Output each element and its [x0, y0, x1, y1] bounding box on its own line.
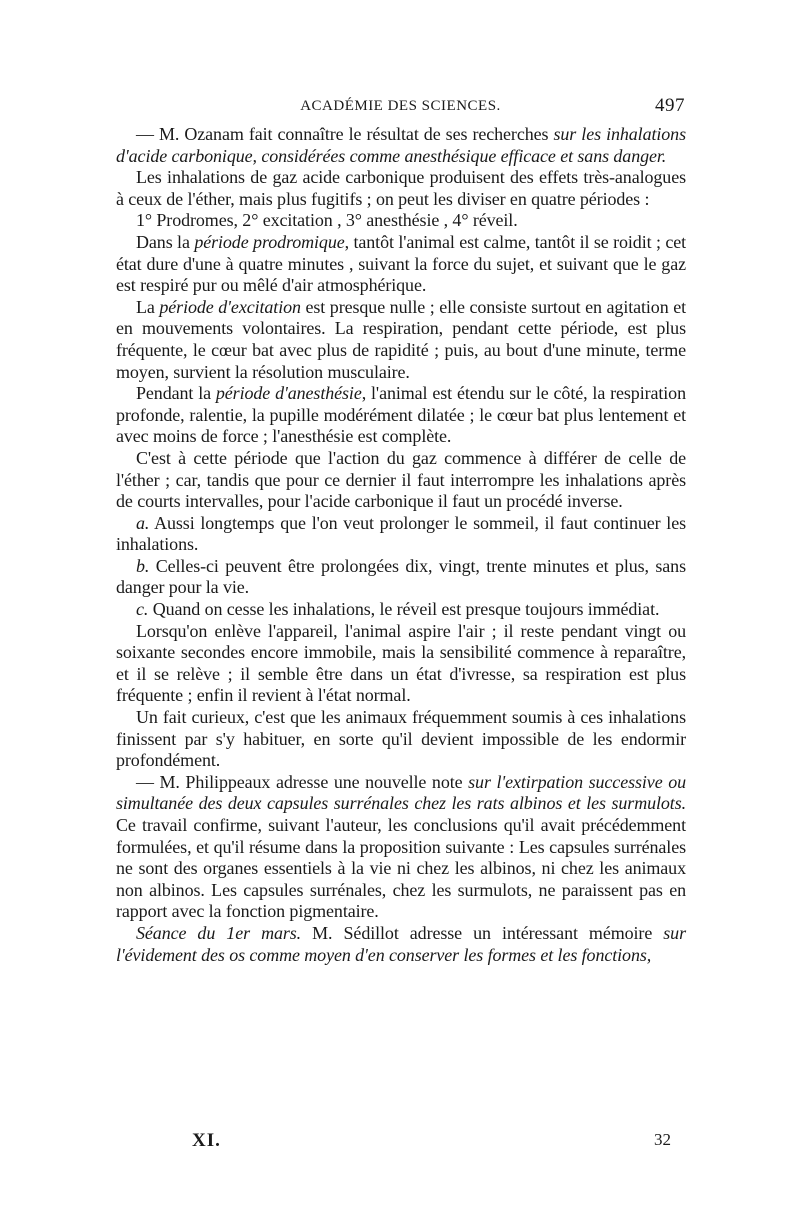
paragraph-anesthesie: Pendant la période d'anesthésie, l'animal est étendu sur le côté, la respiration profonde, ralentie, la pupille modérément dilatée ; le cœur bat plus lentement et avec moins de force ; l'anesthésie est complète. [116, 383, 686, 447]
paragraph-philippeaux: — M. Philippeaux adresse une nouvelle note sur l'extirpation successive ou simultanée des deux capsules surrénales chez les rats albinos et les surmulots. Ce travail confirme, suivant l'auteur, les conclusions qu'il avait précédemment formulées, et qu'il résume dans la proposition suivante : Les capsules surrénales ne sont des organes essentiels à la vie ni chez les albinos, ni chez les animaux non albinos. Les capsules surrénales, chez les surmulots, ne paraissent pas en rapport avec la fonction pigmentaire. [116, 771, 686, 922]
signature-mark: XI. [192, 1130, 221, 1151]
paragraph-prodromique: Dans la période prodromique, tantôt l'animal est calme, tantôt il se roidit ; cet état dure d'une à quatre minutes , suivant la force du sujet, et suivant que le gaz est respiré pur ou mêlé d'air atmosphérique. [116, 231, 686, 296]
paragraph-habituation: Un fait curieux, c'est que les animaux fréquemment soumis à ces inhalations finissent par s'y habituer, en sorte qu'il devient impossible de les endormir profondément. [116, 707, 686, 771]
paragraph-periods-list: 1° Prodromes, 2° excitation , 3° anesthésie , 4° réveil. [136, 210, 518, 231]
paragraph-inhalations: Les inhalations de gaz acide carbonique produisent des effets très-analogues à ceux de l'éther, mais plus fugitifs ; on peut les diviser en quatre périodes : [116, 167, 686, 209]
paragraph-reveil: Lorsqu'on enlève l'appareil, l'animal aspire l'air ; il reste pendant vingt ou soixante secondes encore immobile, mais la sensibilité commence à reparaître, et il se relève ; il semble être dans un état d'ivresse, sa respiration est plus fréquente ; enfin il revient à l'état normal. [116, 620, 686, 706]
paragraph-item-b: b. Celles-ci peuvent être prolongées dix, vingt, trente minutes et plus, sans danger pour la vie. [116, 555, 686, 598]
paragraph-ozanam: — M. Ozanam fait connaître le résultat de ses recherches sur les inhalations d'acide carbonique, considérées comme anesthésique efficace et sans danger. [116, 124, 686, 166]
page-number: 497 [655, 95, 685, 116]
paragraph-excitation: La période d'excitation est presque nulle ; elle consiste surtout en agitation et en mouvements volontaires. La respiration, pendant cette période, est plus fréquente, le cœur bat avec plus de rapidité ; puis, au bout d'une minute, terme moyen, survient la résolution musculaire. [116, 296, 686, 382]
paragraph-item-a: a. Aussi longtemps que l'on veut prolonger le sommeil, il faut continuer les inhalations. [116, 512, 686, 555]
paragraph-seance: Séance du 1er mars. M. Sédillot adresse un intéressant mémoire sur l'évidement des os comme moyen d'en conserver les formes et les fonctions, [116, 922, 686, 965]
paragraph-item-c: c. Quand on cesse les inhalations, le réveil est presque toujours immédiat. [136, 599, 660, 620]
body-text [116, 124, 686, 966]
paragraph-difference-ether: C'est à cette période que l'action du gaz commence à différer de celle de l'éther ; car, tandis que pour ce dernier il faut interrompre les inhalations après de courts intervalles, pour l'acide carbonique il faut un procédé inverse. [116, 447, 686, 512]
running-header [116, 95, 685, 124]
running-title: ACADÉMIE DES SCIENCES. [300, 98, 501, 114]
page-footer [116, 1130, 685, 1156]
sheet-number: 32 [654, 1130, 671, 1149]
